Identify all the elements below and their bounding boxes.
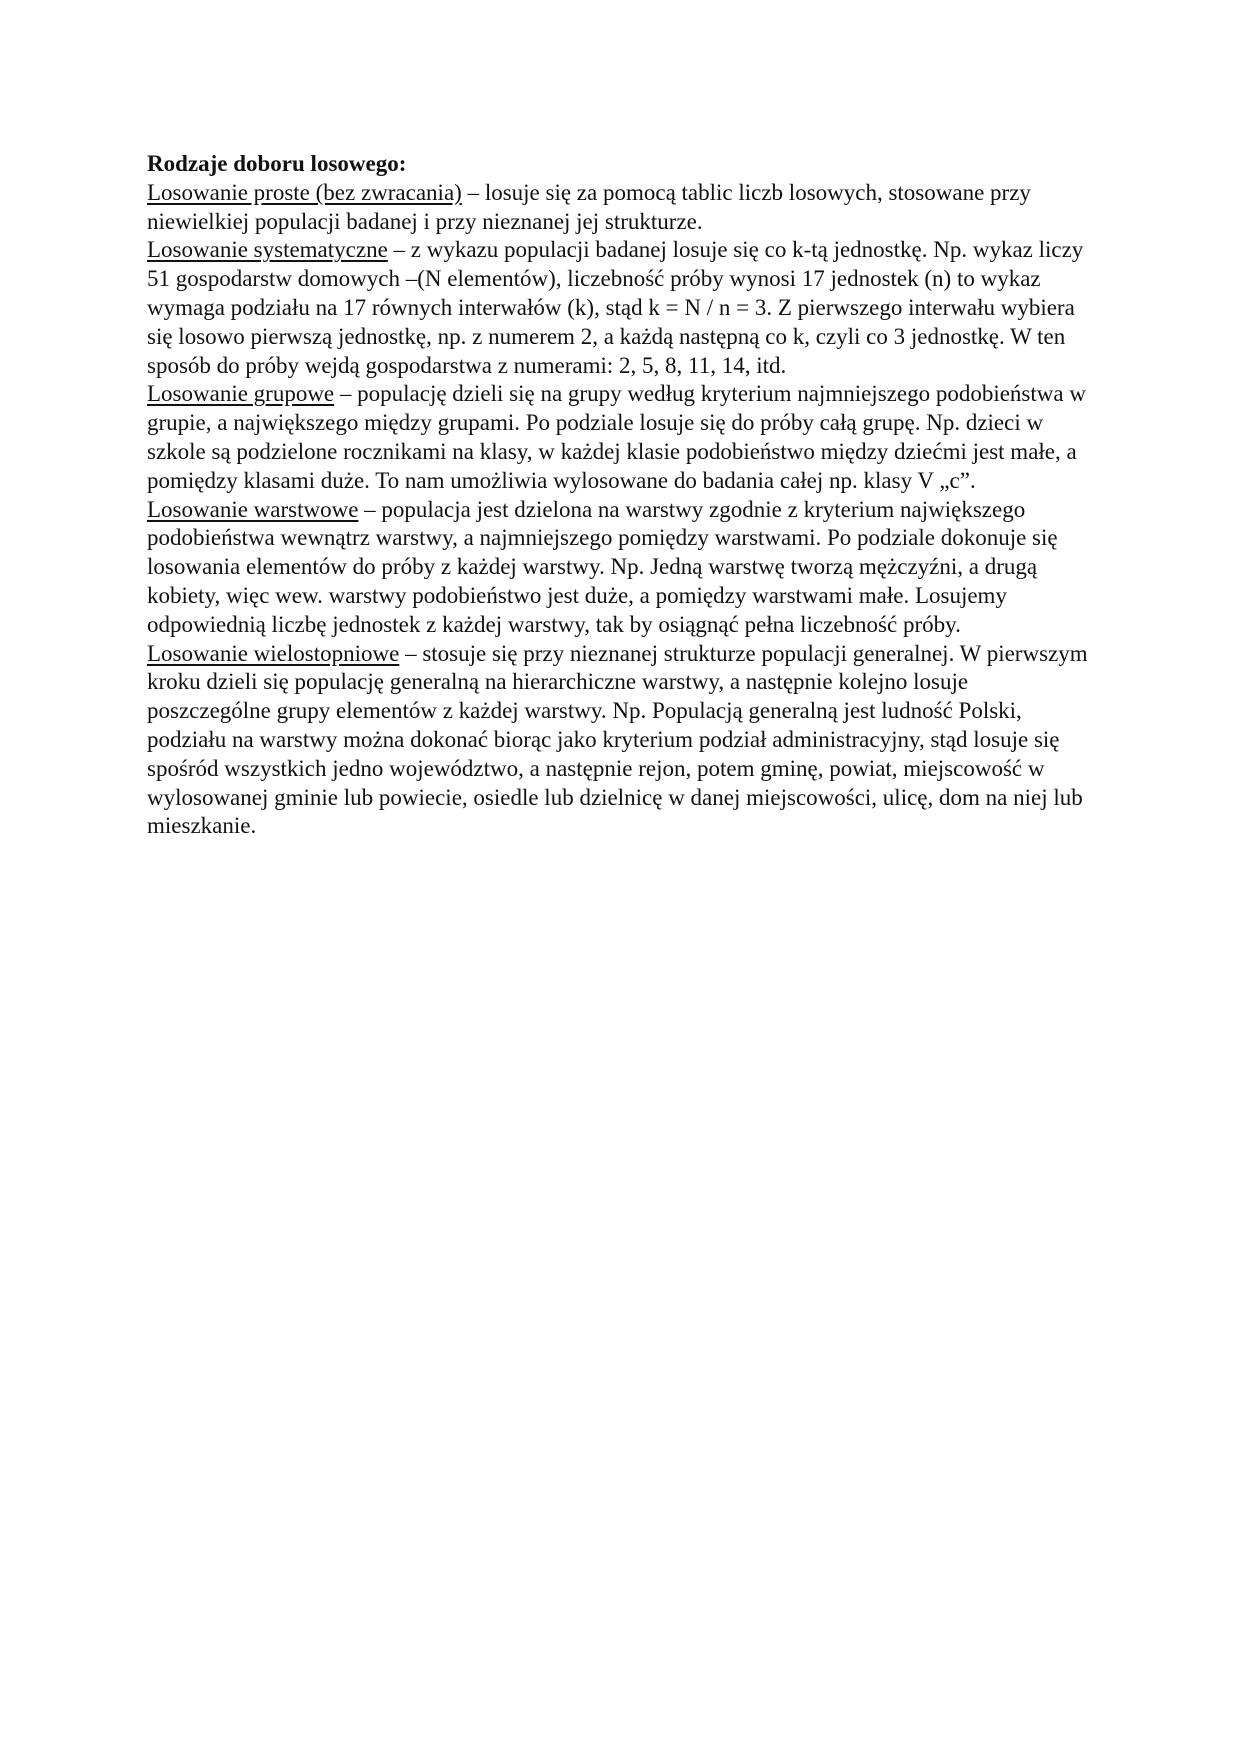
body-systematic: – z wykazu populacji badanej losuje się co k-tą jednostkę. Np. wykaz liczy 51 gospodarstw domowych –(N elementów), liczebność próby wynosi 17 jednostek (n) to wykaz wymaga podziału na 17 równych interwałów (k), stąd k = N / n = 3. Z pierwszego interwału wybiera się losowo pierwszą jednostkę, np. z numerem 2, a każdą następną co k, czyli co 3 jednostkę. W ten sposób do próby wejdą gospodarstwa z numerami: 2, 5, 8, 11, 14, itd. [147, 237, 1084, 378]
body-cluster: – populację dzieli się na grupy według kryterium najmniejszego podobieństwa w grupie, a największego między grupami. Po podziale losuje się do próby całą grupę. Np. dzieci w szkole są podzielone rocznikami na klasy, w każdej klasie podobieństwo między dziećmi jest małe, a pomiędzy klasami duże. To nam umożliwia wylosowane do badania całej np. klasy V „c”. [147, 381, 1086, 493]
term-stratified: Losowanie warstwowe [147, 496, 359, 522]
section-stratified [147, 496, 1097, 640]
section-multistage [147, 640, 1097, 842]
section-simple-random [147, 179, 1097, 237]
body-multistage: – stosuje się przy nieznanej strukturze populacji generalnej. W pierwszym kroku dzieli się populację generalną na hierarchiczne warstwy, a następnie kolejno losuje poszczególne grupy elementów z każdej warstwy. Np. Populacją generalną jest ludność Polski, podziału na warstwy można dokonać biorąc jako kryterium podział administracyjny, stąd losuje się spośród wszystkich jedno województwo, a następnie rejon, potem gminę, powiat, miejscowość w wylosowanej gminie lub powiecie, osiedle lub dzielnicę w danej miejscowości, ulicę, dom na niej lub mieszkanie. [147, 640, 1088, 839]
body-stratified: – populacja jest dzielona na warstwy zgodnie z kryterium największego podobieństwa wewnątrz warstwy, a najmniejszego pomiędzy warstwami. Po podziale dokonuje się losowania elementów do próby z każdej warstwy. Np. Jedną warstwę tworzą mężczyźni, a drugą kobiety, więc wew. warstwy podobieństwo jest duże, a pomiędzy warstwami małe. Losujemy odpowiednią liczbę jednostek z każdej warstwy, tak by osiągnąć pełna liczebność próby. [147, 496, 1058, 637]
document-page [147, 150, 1097, 841]
term-multistage: Losowanie wielostopniowe [147, 640, 400, 666]
term-systematic: Losowanie systematyczne [147, 237, 388, 263]
section-systematic [147, 236, 1097, 380]
term-cluster: Losowanie grupowe [147, 381, 335, 407]
document-heading: Rodzaje doboru losowego: [147, 151, 407, 176]
body-simple-random: – losuje się za pomocą tablic liczb losowych, stosowane przy niewielkiej populacji badanej i przy nieznanej jej strukturze. [147, 179, 1031, 234]
section-cluster [147, 380, 1097, 495]
term-simple-random: Losowanie proste (bez zwracania) [147, 179, 462, 205]
